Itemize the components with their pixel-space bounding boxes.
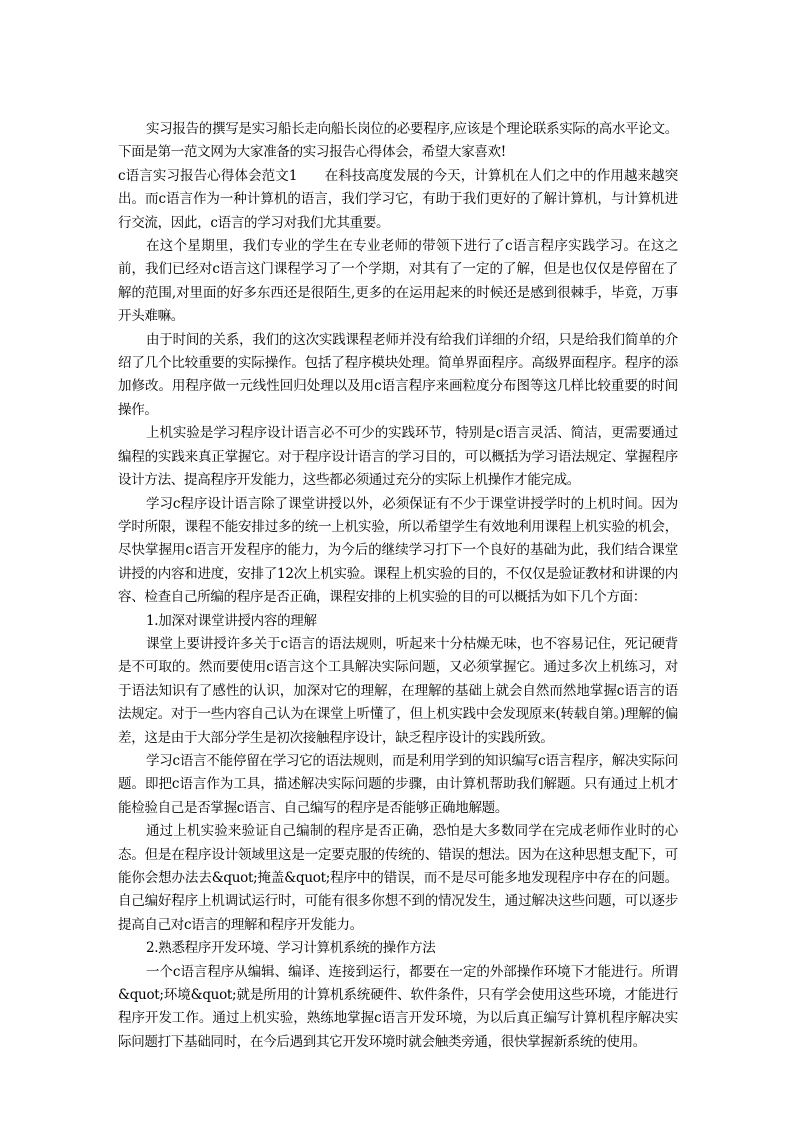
- body-paragraph: 由于时间的关系，我们的这次实践课程老师并没有给我们详细的介绍，只是给我们简单的介绍了几个比较重要的实际操作。包括了程序模块处理。简单界面程序。高级界面程序。程序的添加修改。用程序做一元线性回归处理以及用c语言程序来画粒度分布图等这几样比较重要的时间操作。: [118, 331, 678, 418]
- body-paragraph: 在这个星期里，我们专业的学生在专业老师的带领下进行了c语言程序实践学习。在这之前，我们已经对c语言这门课程学习了一个学期，对其有了一定的了解，但是也仅仅是停留在了解的范围,对里面的好多东西还是很陌生,更多的在运用起来的时候还是感到很棘手，毕竟，万事开头难嘛。: [118, 238, 678, 325]
- intro-paragraph: 实习报告的撰写是实习船长走向船长岗位的必要程序,应该是个理论联系实际的高水平论文。下面是第一范文网为大家准备的实习报告心得体会，希望大家喜欢!: [118, 121, 678, 161]
- document-page: [118, 118, 678, 1054]
- section-heading: 1.加深对课堂讲授内容的理解: [146, 612, 317, 629]
- body-paragraph: 一个c语言程序从编辑、编译、连接到运行，都要在一定的外部操作环境下才能进行。所谓&quot;环境&quot;就是所用的计算机系统硬件、软件条件，只有学会使用这些环境，才能进行程序开发工作。通过上机实验，熟练地掌握c语言开发环境，为以后真正编写计算机程序解决实际问题打下基础同时，在今后遇到其它开发环境时就会触类旁通，很快掌握新系统的使用。: [118, 963, 678, 1050]
- body-paragraph: 通过上机实验来验证自己编制的程序是否正确，恐怕是大多数同学在完成老师作业时的心态。但是在程序设计领域里这是一定要克服的传统的、错误的想法。因为在这种思想支配下，可能你会想办法去&quot;掩盖&quot;程序中的错误，而不是尽可能多地发现程序中存在的问题。自己编好程序上机调试运行时，可能有很多你想不到的情况发生，通过解决这些问题，可以逐步提高自己对c语言的理解和程序开发能力。: [118, 823, 678, 933]
- section-heading: 2.熟悉程序开发环境、学习计算机系统的操作方法: [146, 940, 436, 957]
- body-paragraph: 课堂上要讲授许多关于c语言的语法规则，听起来十分枯燥无味，也不容易记住，死记硬背是不可取的。然而要使用c语言这个工具解决实际问题，又必须掌握它。通过多次上机练习，对于语法知识有了感性的认识，加深对它的理解，在理解的基础上就会自然而然地掌握c语言的语法规定。对于一些内容自己认为在课堂上听懂了，但上机实践中会发现原来(转载自第。)理解的偏差，这是由于大部分学生是初次接触程序设计，缺乏程序设计的实践所致。: [118, 635, 678, 746]
- body-paragraph: 学习c程序设计语言除了课堂讲授以外，必须保证有不少于课堂讲授学时的上机时间。因为学时所限，课程不能安排过多的统一上机实验，所以希望学生有效地利用课程上机实验的机会，尽快掌握用c语言开发程序的能力，为今后的继续学习打下一个良好的基础为此，我们结合课堂讲授的内容和进度，安排了12次上机实验。课程上机实验的目的，不仅仅是验证教材和讲课的内容、检查自己所编的程序是否正确，课程安排的上机实验的目的可以概括为如下几个方面：: [118, 495, 678, 606]
- body-paragraph: 上机实验是学习程序设计语言必不可少的实践环节，特别是c语言灵活、简洁，更需要通过编程的实践来真正掌握它。对于程序设计语言的学习目的，可以概括为学习语法规定、掌握程序设计方法、提高程序开发能力，这些都必须通过充分的实际上机操作才能完成。: [118, 425, 678, 489]
- body-paragraph: 学习c语言不能停留在学习它的语法规则，而是利用学到的知识编写c语言程序，解决实际问题。即把c语言作为工具，描述解决实际问题的步骤，由计算机帮助我们解题。只有通过上机才能检验自己是否掌握c语言、自己编写的程序是否能够正确地解题。: [118, 752, 678, 816]
- essay-title-paragraph: c语言实习报告心得体会范文1 在科技高度发展的今天，计算机在人们之中的作用越来越突出。而c语言作为一种计算机的语言，我们学习它，有助于我们更好的了解计算机，与计算机进行交流，因此，c语言的学习对我们尤其重要。: [118, 167, 678, 231]
